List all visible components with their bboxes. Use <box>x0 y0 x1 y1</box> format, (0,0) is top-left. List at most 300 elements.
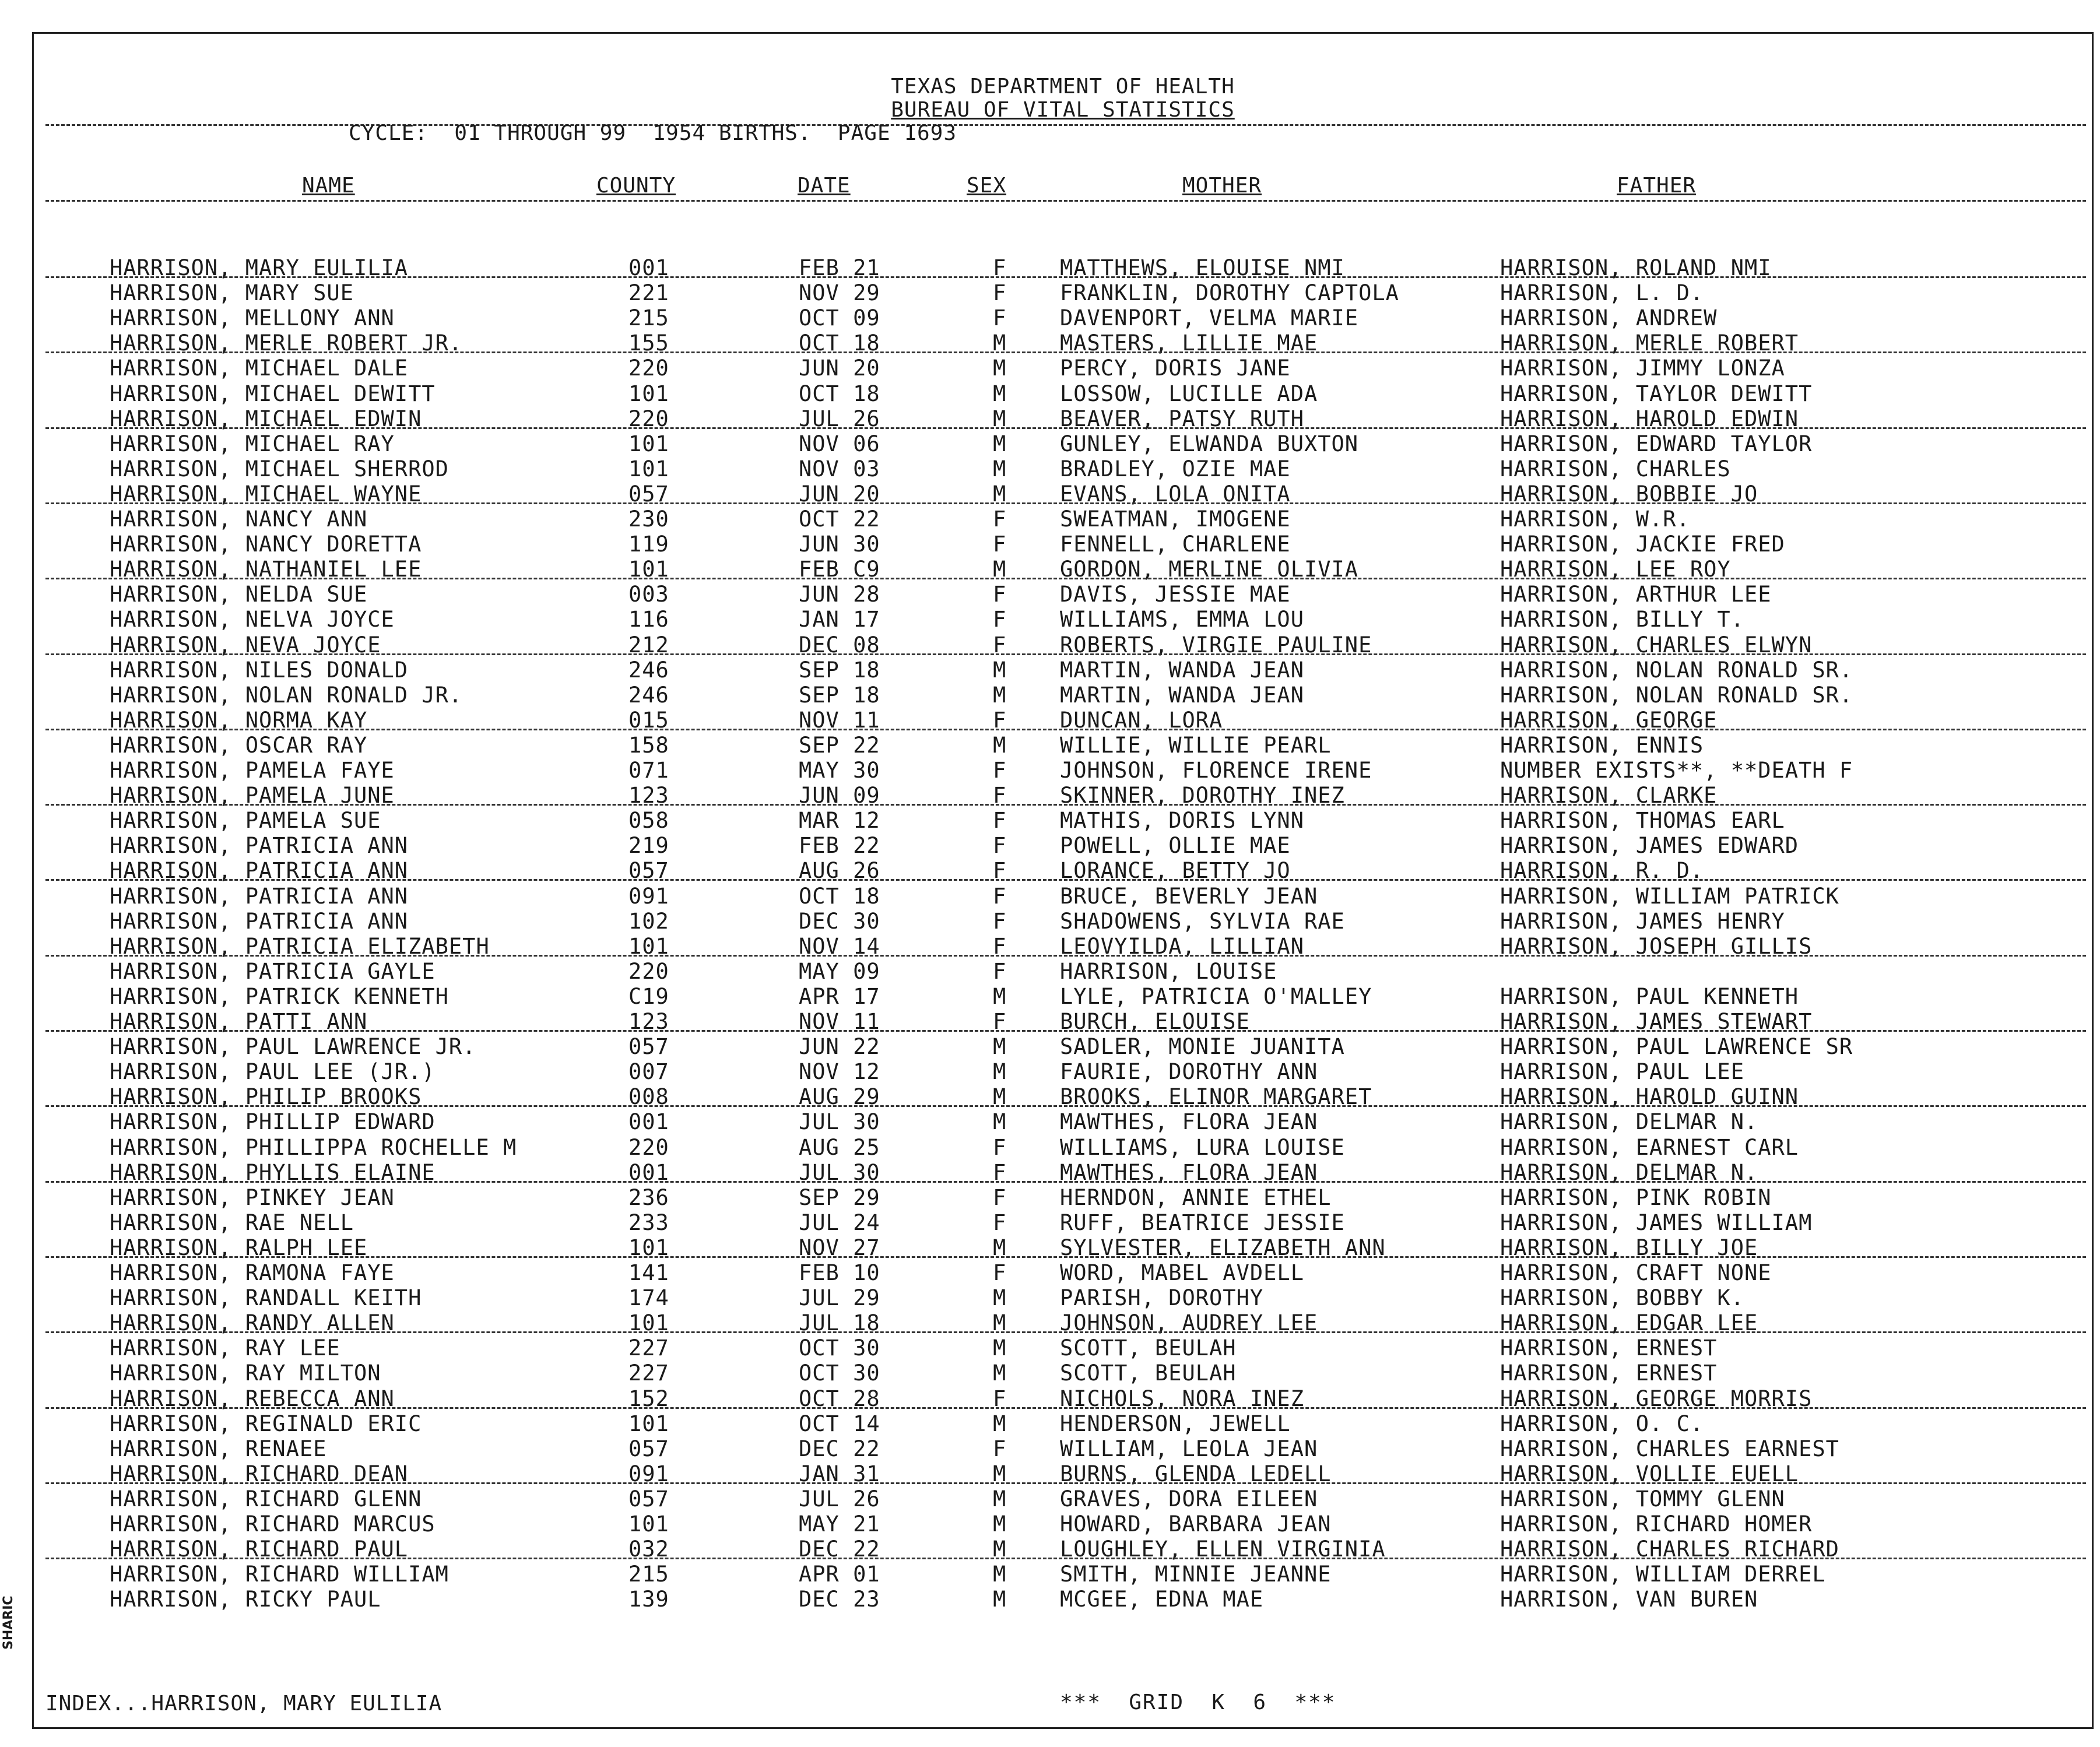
cell-sex: F <box>993 305 1007 331</box>
cell-name: HARRISON, MELLONY ANN <box>110 305 395 331</box>
cell-county: 101 <box>628 557 669 582</box>
cell-father: HARRISON, CHARLES EARNEST <box>1500 1436 1839 1461</box>
cell-father: HARRISON, NOLAN RONALD SR. <box>1500 657 1853 683</box>
cell-county: 007 <box>628 1059 669 1085</box>
cell-sex: M <box>993 1084 1007 1110</box>
cell-father: HARRISON, O. C. <box>1500 1411 1704 1436</box>
cell-county: 057 <box>628 1486 669 1512</box>
cell-father: HARRISON, DELMAR N. <box>1500 1159 1758 1185</box>
cell-sex: F <box>993 1210 1007 1235</box>
cell-father: HARRISON, ERNEST <box>1500 1361 1718 1386</box>
cell-name: HARRISON, PATRICIA ANN <box>110 908 409 934</box>
cell-date: SEP 22 <box>799 732 880 758</box>
cell-county: 032 <box>628 1537 669 1562</box>
cell-name: HARRISON, PATTI ANN <box>110 1009 368 1034</box>
column-rule <box>45 200 2086 202</box>
grid-footer: *** GRID K 6 *** <box>1060 1690 1336 1714</box>
cell-mother: LORANCE, BETTY JO <box>1060 858 1291 884</box>
cell-name: HARRISON, PHILIP BROOKS <box>110 1084 422 1110</box>
cell-sex: M <box>993 557 1007 582</box>
cell-name: HARRISON, RAY LEE <box>110 1335 340 1361</box>
cell-date: SEP 29 <box>799 1184 880 1210</box>
cell-date: JUN 22 <box>799 1034 880 1060</box>
cell-name: HARRISON, PATRICK KENNETH <box>110 983 449 1009</box>
row-rule <box>45 1256 2086 1258</box>
cell-county: 091 <box>628 1461 669 1486</box>
cell-father: HARRISON, VOLLIE EUELL <box>1500 1461 1799 1486</box>
cell-mother: WILLIE, WILLIE PEARL <box>1060 732 1332 758</box>
row-rule <box>45 653 2086 655</box>
table-row <box>34 884 2092 909</box>
cell-county: 001 <box>628 1159 669 1185</box>
cell-sex: F <box>993 933 1007 959</box>
cell-father: HARRISON, CHARLES RICHARD <box>1500 1537 1839 1562</box>
cell-mother: RUFF, BEATRICE JESSIE <box>1060 1210 1345 1235</box>
cell-sex: M <box>993 406 1007 431</box>
cell-father: HARRISON, CLARKE <box>1500 783 1718 809</box>
cell-name: HARRISON, MICHAEL DALE <box>110 356 409 381</box>
cell-name: HARRISON, MARY SUE <box>110 280 354 306</box>
table-row <box>34 658 2092 683</box>
cell-mother: POWELL, OLLIE MAE <box>1060 833 1291 859</box>
cell-father: HARRISON, BOBBIE JO <box>1500 481 1758 507</box>
cell-date: MAY 21 <box>799 1512 880 1537</box>
cell-mother: MATHIS, DORIS LYNN <box>1060 808 1304 834</box>
row-rule <box>45 1558 2086 1559</box>
cell-father: HARRISON, ENNIS <box>1500 732 1704 758</box>
table-row <box>34 1210 2092 1235</box>
row-rule <box>45 1331 2086 1333</box>
cell-sex: M <box>993 1310 1007 1336</box>
cell-date: JUL 30 <box>799 1109 880 1135</box>
cell-sex: F <box>993 1184 1007 1210</box>
cell-mother: WILLIAMS, EMMA LOU <box>1060 607 1304 632</box>
cell-name: HARRISON, NATHANIEL LEE <box>110 557 422 582</box>
cell-date: JUN 30 <box>799 532 880 557</box>
cell-sex: M <box>993 1235 1007 1260</box>
cell-father: HARRISON, VAN BUREN <box>1500 1587 1758 1612</box>
cell-mother: BURNS, GLENDA LEDELL <box>1060 1461 1332 1486</box>
cell-name: HARRISON, RICHARD PAUL <box>110 1537 409 1562</box>
cell-county: 101 <box>628 431 669 456</box>
cell-date: DEC 22 <box>799 1537 880 1562</box>
cell-mother: HARRISON, LOUISE <box>1060 958 1277 984</box>
cell-father: HARRISON, ROLAND NMI <box>1500 255 1772 280</box>
cell-father: HARRISON, WILLIAM DERREL <box>1500 1562 1826 1587</box>
cell-date: FEB 22 <box>799 833 880 859</box>
table-row <box>34 1562 2092 1587</box>
cell-sex: F <box>993 883 1007 909</box>
cell-sex: F <box>993 582 1007 607</box>
cell-county: 152 <box>628 1386 669 1411</box>
cell-date: OCT 28 <box>799 1386 880 1411</box>
cell-name: HARRISON, NOLAN RONALD JR. <box>110 682 463 708</box>
cell-mother: HENDERSON, JEWELL <box>1060 1411 1291 1436</box>
cell-date: JUN 28 <box>799 582 880 607</box>
cell-father: HARRISON, BILLY T. <box>1500 607 1744 632</box>
table-row <box>34 381 2092 406</box>
cell-father: HARRISON, RICHARD HOMER <box>1500 1512 1813 1537</box>
cell-sex: F <box>993 507 1007 532</box>
cell-father: HARRISON, CHARLES <box>1500 456 1731 481</box>
cell-name: HARRISON, NELDA SUE <box>110 582 368 607</box>
cell-sex: M <box>993 1512 1007 1537</box>
cell-county: 227 <box>628 1335 669 1361</box>
cell-date: OCT 30 <box>799 1361 880 1386</box>
cell-mother: MARTIN, WANDA JEAN <box>1060 657 1304 683</box>
table-row <box>34 683 2092 708</box>
cell-mother: SYLVESTER, ELIZABETH ANN <box>1060 1235 1386 1260</box>
table-row <box>34 1587 2092 1612</box>
cell-sex: M <box>993 1587 1007 1612</box>
cell-mother: MAWTHES, FLORA JEAN <box>1060 1159 1318 1185</box>
cell-mother: DAVIS, JESSIE MAE <box>1060 582 1291 607</box>
cell-father: HARRISON, NOLAN RONALD SR. <box>1500 682 1853 708</box>
cell-date: JAN 17 <box>799 607 880 632</box>
cell-mother: BRADLEY, OZIE MAE <box>1060 456 1291 481</box>
cell-date: OCT 09 <box>799 305 880 331</box>
cell-sex: F <box>993 858 1007 884</box>
cell-sex: F <box>993 808 1007 834</box>
row-rule <box>45 879 2086 881</box>
cell-county: 119 <box>628 532 669 557</box>
cell-sex: M <box>993 1059 1007 1085</box>
cell-father: HARRISON, HAROLD GUINN <box>1500 1084 1799 1110</box>
cell-date: JUL 30 <box>799 1159 880 1185</box>
cell-sex: M <box>993 1335 1007 1361</box>
row-rule <box>45 427 2086 429</box>
cell-date: APR 17 <box>799 983 880 1009</box>
cell-father: HARRISON, DELMAR N. <box>1500 1109 1758 1135</box>
cell-name: HARRISON, PAMELA FAYE <box>110 758 395 783</box>
table-row <box>34 1034 2092 1059</box>
row-rule <box>45 1030 2086 1032</box>
table-row <box>34 507 2092 532</box>
cell-sex: M <box>993 381 1007 406</box>
cell-county: 101 <box>628 381 669 406</box>
cell-mother: SHADOWENS, SYLVIA RAE <box>1060 908 1345 934</box>
row-rule <box>45 804 2086 806</box>
cell-mother: SCOTT, BEULAH <box>1060 1361 1237 1386</box>
cell-sex: F <box>993 280 1007 306</box>
row-rule <box>45 1407 2086 1409</box>
table-row <box>34 1335 2092 1361</box>
cell-father: HARRISON, TAYLOR DEWITT <box>1500 381 1813 406</box>
cell-name: HARRISON, PATRICIA ELIZABETH <box>110 933 490 959</box>
table-row <box>34 431 2092 456</box>
cell-name: HARRISON, RAE NELL <box>110 1210 354 1235</box>
cell-sex: F <box>993 758 1007 783</box>
cell-mother: MATTHEWS, ELOUISE NMI <box>1060 255 1345 280</box>
cell-county: 058 <box>628 808 669 834</box>
row-rule <box>45 1482 2086 1484</box>
cell-date: JUL 29 <box>799 1285 880 1311</box>
row-rule <box>45 1181 2086 1183</box>
cell-county: 139 <box>628 1587 669 1612</box>
table-row <box>34 1260 2092 1285</box>
cell-county: 101 <box>628 1235 669 1260</box>
cell-father: HARRISON, R. D. <box>1500 858 1704 884</box>
department-title: TEXAS DEPARTMENT OF HEALTH <box>891 75 1235 99</box>
cell-father: HARRISON, GEORGE MORRIS <box>1500 1386 1813 1411</box>
table-row <box>34 1135 2092 1160</box>
cell-date: NOV 14 <box>799 933 880 959</box>
cell-sex: M <box>993 1486 1007 1512</box>
cell-mother: FAURIE, DOROTHY ANN <box>1060 1059 1318 1085</box>
cell-mother: MASTERS, LILLIE MAE <box>1060 331 1318 356</box>
table-row <box>34 758 2092 783</box>
cell-date: NOV 11 <box>799 707 880 733</box>
cell-date: JUN 20 <box>799 481 880 507</box>
cell-name: HARRISON, RANDALL KEITH <box>110 1285 422 1311</box>
cell-name: HARRISON, NEVA JOYCE <box>110 632 381 658</box>
cell-mother: DAVENPORT, VELMA MARIE <box>1060 305 1359 331</box>
cell-county: 220 <box>628 958 669 984</box>
cell-sex: M <box>993 1411 1007 1436</box>
cell-county: 221 <box>628 280 669 306</box>
cell-father: HARRISON, BILLY JOE <box>1500 1235 1758 1260</box>
cell-mother: HERNDON, ANNIE ETHEL <box>1060 1184 1332 1210</box>
cell-date: JUL 26 <box>799 406 880 431</box>
cell-sex: F <box>993 908 1007 934</box>
cell-name: HARRISON, RAMONA FAYE <box>110 1260 395 1285</box>
cell-father: HARRISON, ARTHUR LEE <box>1500 582 1772 607</box>
cell-father: HARRISON, JAMES EDWARD <box>1500 833 1799 859</box>
row-rule <box>45 955 2086 957</box>
table-row <box>34 1486 2092 1512</box>
cell-mother: WILLIAMS, LURA LOUISE <box>1060 1134 1345 1160</box>
cell-sex: F <box>993 707 1007 733</box>
cell-name: HARRISON, PATRICIA ANN <box>110 858 409 884</box>
cell-county: 057 <box>628 858 669 884</box>
cell-date: FEB 10 <box>799 1260 880 1285</box>
cell-father: HARRISON, JOSEPH GILLIS <box>1500 933 1813 959</box>
cell-name: HARRISON, MICHAEL WAYNE <box>110 481 422 507</box>
cell-county: 101 <box>628 933 669 959</box>
cell-date: OCT 22 <box>799 507 880 532</box>
cell-sex: M <box>993 1537 1007 1562</box>
table-row <box>34 305 2092 331</box>
cell-county: 101 <box>628 1512 669 1537</box>
cell-county: 233 <box>628 1210 669 1235</box>
cell-county: 101 <box>628 1411 669 1436</box>
cell-county: 057 <box>628 1436 669 1461</box>
cell-mother: PARISH, DOROTHY <box>1060 1285 1264 1311</box>
cell-mother: MARTIN, WANDA JEAN <box>1060 682 1304 708</box>
cell-mother: LOUGHLEY, ELLEN VIRGINIA <box>1060 1537 1386 1562</box>
cell-county: 008 <box>628 1084 669 1110</box>
cell-father: HARRISON, EDGAR LEE <box>1500 1310 1758 1336</box>
cell-date: NOV 12 <box>799 1059 880 1085</box>
cell-mother: BURCH, ELOUISE <box>1060 1009 1250 1034</box>
cell-date: AUG 25 <box>799 1134 880 1160</box>
cell-date: JUN 09 <box>799 783 880 809</box>
cell-father: HARRISON, HAROLD EDWIN <box>1500 406 1799 431</box>
cell-date: JUL 26 <box>799 1486 880 1512</box>
cell-county: 220 <box>628 356 669 381</box>
cell-date: DEC 22 <box>799 1436 880 1461</box>
cell-mother: GRAVES, DORA EILEEN <box>1060 1486 1318 1512</box>
cell-sex: M <box>993 983 1007 1009</box>
cell-father: NUMBER EXISTS**, **DEATH F <box>1500 758 1853 783</box>
cell-county: 220 <box>628 406 669 431</box>
cell-date: NOV 11 <box>799 1009 880 1034</box>
cell-sex: M <box>993 657 1007 683</box>
cell-mother: DUNCAN, LORA <box>1060 707 1223 733</box>
cell-mother: WILLIAM, LEOLA JEAN <box>1060 1436 1318 1461</box>
cell-name: HARRISON, PATRICIA ANN <box>110 833 409 859</box>
cell-sex: M <box>993 1109 1007 1135</box>
row-rule <box>45 351 2086 353</box>
cell-name: HARRISON, PINKEY JEAN <box>110 1184 395 1210</box>
cell-mother: SKINNER, DOROTHY INEZ <box>1060 783 1345 809</box>
cell-county: 155 <box>628 331 669 356</box>
cell-name: HARRISON, PAMELA JUNE <box>110 783 395 809</box>
cell-name: HARRISON, RANDY ALLEN <box>110 1310 395 1336</box>
table-row <box>34 833 2092 858</box>
table-row <box>34 1109 2092 1134</box>
cell-mother: SCOTT, BEULAH <box>1060 1335 1237 1361</box>
cell-date: MAY 30 <box>799 758 880 783</box>
cell-county: 215 <box>628 1562 669 1587</box>
cell-county: 101 <box>628 1310 669 1336</box>
cell-name: HARRISON, RICHARD MARCUS <box>110 1512 436 1537</box>
cell-sex: M <box>993 1034 1007 1060</box>
cell-county: 071 <box>628 758 669 783</box>
table-row <box>34 808 2092 833</box>
cell-father: HARRISON, TOMMY GLENN <box>1500 1486 1785 1512</box>
cell-mother: FENNELL, CHARLENE <box>1060 532 1291 557</box>
cell-sex: M <box>993 1361 1007 1386</box>
table-row <box>34 733 2092 758</box>
cell-sex: M <box>993 732 1007 758</box>
col-header-sex: SEX <box>967 174 1007 198</box>
row-rule <box>45 502 2086 504</box>
cell-sex: F <box>993 632 1007 658</box>
cell-mother: JOHNSON, AUDREY LEE <box>1060 1310 1318 1336</box>
cell-mother: LEOVYILDA, LILLIAN <box>1060 933 1304 959</box>
cell-county: 219 <box>628 833 669 859</box>
cell-father: HARRISON, BOBBY K. <box>1500 1285 1744 1311</box>
cell-date: OCT 18 <box>799 331 880 356</box>
cell-father: HARRISON, PAUL LAWRENCE SR <box>1500 1034 1853 1060</box>
cell-father: HARRISON, W.R. <box>1500 507 1690 532</box>
cell-mother: HOWARD, BARBARA JEAN <box>1060 1512 1332 1537</box>
cell-sex: F <box>993 1260 1007 1285</box>
cell-name: HARRISON, RICHARD WILLIAM <box>110 1562 449 1587</box>
cell-name: HARRISON, PHILLIPPA ROCHELLE M <box>110 1134 517 1160</box>
cell-father: HARRISON, PAUL KENNETH <box>1500 983 1799 1009</box>
cell-sex: F <box>993 958 1007 984</box>
cell-name: HARRISON, NANCY DORETTA <box>110 532 422 557</box>
cell-mother: NICHOLS, NORA INEZ <box>1060 1386 1304 1411</box>
cell-name: HARRISON, PATRICIA GAYLE <box>110 958 436 984</box>
cell-sex: F <box>993 1386 1007 1411</box>
cell-sex: F <box>993 1436 1007 1461</box>
cell-sex: M <box>993 356 1007 381</box>
cell-name: HARRISON, RICHARD DEAN <box>110 1461 409 1486</box>
cell-county: 001 <box>628 1109 669 1135</box>
cell-date: NOV 27 <box>799 1235 880 1260</box>
cell-father: HARRISON, THOMAS EARL <box>1500 808 1785 834</box>
cell-name: HARRISON, RENAEE <box>110 1436 327 1461</box>
cell-sex: M <box>993 431 1007 456</box>
cell-county: 227 <box>628 1361 669 1386</box>
table-row <box>34 456 2092 481</box>
index-footer: INDEX...HARRISON, MARY EULILIA <box>45 1692 443 1716</box>
cell-name: HARRISON, OSCAR RAY <box>110 732 368 758</box>
cell-sex: M <box>993 1562 1007 1587</box>
cell-name: HARRISON, MERLE ROBERT JR. <box>110 331 463 356</box>
cell-county: 057 <box>628 481 669 507</box>
cell-sex: F <box>993 1134 1007 1160</box>
cell-date: AUG 26 <box>799 858 880 884</box>
cell-county: 141 <box>628 1260 669 1285</box>
cell-name: HARRISON, RICKY PAUL <box>110 1587 381 1612</box>
table-row <box>34 1512 2092 1537</box>
cell-county: 123 <box>628 783 669 809</box>
cell-father: HARRISON, JIMMY LONZA <box>1500 356 1785 381</box>
cell-name: HARRISON, PHYLLIS ELAINE <box>110 1159 436 1185</box>
cell-county: 212 <box>628 632 669 658</box>
cell-sex: M <box>993 682 1007 708</box>
cell-father: HARRISON, JACKIE FRED <box>1500 532 1785 557</box>
table-row <box>34 1436 2092 1461</box>
cell-father: HARRISON, CRAFT NONE <box>1500 1260 1772 1285</box>
cell-name: HARRISON, NELVA JOYCE <box>110 607 395 632</box>
cell-father: HARRISON, JAMES HENRY <box>1500 908 1785 934</box>
table-row <box>34 1361 2092 1386</box>
table-row <box>34 959 2092 984</box>
row-rule <box>45 1105 2086 1107</box>
cell-name: HARRISON, PAUL LAWRENCE JR. <box>110 1034 476 1060</box>
cell-father: HARRISON, ERNEST <box>1500 1335 1718 1361</box>
cell-name: HARRISON, NORMA KAY <box>110 707 368 733</box>
cell-name: HARRISON, PAUL LEE (JR.) <box>110 1059 436 1085</box>
cell-sex: F <box>993 607 1007 632</box>
cell-sex: M <box>993 1461 1007 1486</box>
cell-date: NOV 03 <box>799 456 880 481</box>
cell-mother: WORD, MABEL AVDELL <box>1060 1260 1304 1285</box>
cell-date: OCT 18 <box>799 883 880 909</box>
cell-date: NOV 29 <box>799 280 880 306</box>
cell-father: HARRISON, JAMES WILLIAM <box>1500 1210 1813 1235</box>
cell-date: JAN 31 <box>799 1461 880 1486</box>
cell-mother: BRUCE, BEVERLY JEAN <box>1060 883 1318 909</box>
cell-county: 174 <box>628 1285 669 1311</box>
cell-mother: SADLER, MONIE JUANITA <box>1060 1034 1345 1060</box>
cell-name: HARRISON, MICHAEL RAY <box>110 431 395 456</box>
cell-mother: MAWTHES, FLORA JEAN <box>1060 1109 1318 1135</box>
cell-county: 236 <box>628 1184 669 1210</box>
cell-sex: M <box>993 331 1007 356</box>
table-row <box>34 1059 2092 1084</box>
cell-father: HARRISON, EARNEST CARL <box>1500 1134 1799 1160</box>
cell-date: FEB C9 <box>799 557 880 582</box>
cell-county: 220 <box>628 1134 669 1160</box>
table-row <box>34 607 2092 632</box>
cell-name: HARRISON, REGINALD ERIC <box>110 1411 422 1436</box>
cell-county: 246 <box>628 657 669 683</box>
cell-sex: F <box>993 1159 1007 1185</box>
cell-county: 091 <box>628 883 669 909</box>
cell-sex: F <box>993 255 1007 280</box>
cell-date: DEC 30 <box>799 908 880 934</box>
cell-father: HARRISON, LEE ROY <box>1500 557 1731 582</box>
table-row <box>34 532 2092 557</box>
cell-county: 230 <box>628 507 669 532</box>
cell-name: HARRISON, PAMELA SUE <box>110 808 381 834</box>
